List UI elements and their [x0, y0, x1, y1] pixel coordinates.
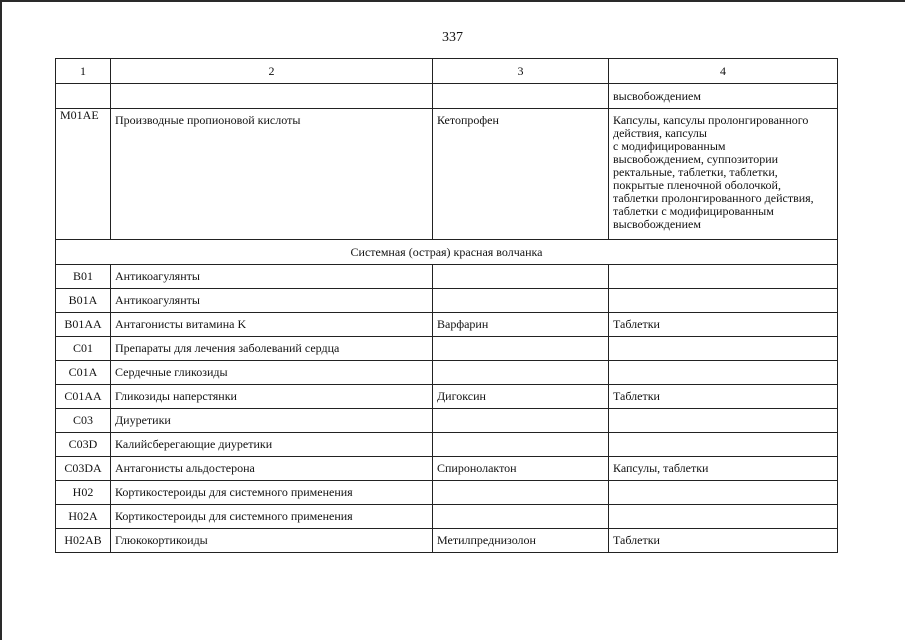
cell-form	[609, 265, 838, 289]
cell-drug	[433, 337, 609, 361]
cell-group: Препараты для лечения заболеваний сердца	[111, 337, 433, 361]
cell-drug: Кетопрофен	[433, 109, 609, 240]
table-row	[56, 481, 838, 505]
header-cell-2: 2	[111, 59, 433, 84]
form-line: таблетки пролонгированного действия,	[613, 191, 814, 205]
cell-form	[609, 337, 838, 361]
page-number: 337	[442, 30, 463, 45]
table-row-m01ae	[56, 109, 838, 240]
cell-drug	[433, 265, 609, 289]
table-row	[56, 361, 838, 385]
cell-drug: Метилпреднизолон	[433, 529, 609, 553]
table-row	[56, 385, 838, 409]
cell-form	[609, 109, 838, 240]
cell-drug	[433, 481, 609, 505]
cell-form: Таблетки	[609, 529, 838, 553]
cell-group: Антикоагулянты	[111, 289, 433, 313]
section-title: Системная (острая) красная волчанка	[56, 240, 838, 265]
cell-group: Кортикостероиды для системного применения	[111, 481, 433, 505]
cell-drug	[433, 505, 609, 529]
header-cell-3: 3	[433, 59, 609, 84]
cell-code	[56, 84, 111, 109]
table-row	[56, 457, 838, 481]
cell-code: M01AE	[56, 109, 111, 240]
header-cell-4: 4	[609, 59, 838, 84]
cell-drug	[433, 433, 609, 457]
cell-form	[609, 361, 838, 385]
cell-drug: Дигоксин	[433, 385, 609, 409]
table-row	[56, 337, 838, 361]
form-line: покрытые пленочной оболочкой,	[613, 178, 781, 192]
continuation-row	[56, 84, 838, 109]
cell-code: B01A	[56, 289, 111, 313]
scan-edge-top	[0, 0, 905, 2]
cell-drug: Варфарин	[433, 313, 609, 337]
cell-group: Антагонисты витамина K	[111, 313, 433, 337]
table-row	[56, 289, 838, 313]
cell-code: H02	[56, 481, 111, 505]
cell-code: H02AB	[56, 529, 111, 553]
form-line: действия, капсулы	[613, 126, 707, 140]
scan-edge-left	[0, 0, 2, 640]
cell-form: Капсулы, таблетки	[609, 457, 838, 481]
form-line: таблетки с модифицированным	[613, 204, 774, 218]
form-line: Капсулы, капсулы пролонгированного	[613, 113, 809, 127]
form-line: высвобождением	[613, 217, 701, 231]
cell-group: Антагонисты альдостерона	[111, 457, 433, 481]
cell-code: H02A	[56, 505, 111, 529]
cell-code: B01	[56, 265, 111, 289]
form-line: с модифицированным	[613, 139, 726, 153]
cell-group: Производные пропионовой кислоты	[111, 109, 433, 240]
cell-form	[609, 289, 838, 313]
cell-form: Таблетки	[609, 313, 838, 337]
section-row	[56, 240, 838, 265]
cell-drug	[433, 361, 609, 385]
cell-code: C03	[56, 409, 111, 433]
cell-group: Калийсберегающие диуретики	[111, 433, 433, 457]
cell-drug	[433, 409, 609, 433]
table-row	[56, 529, 838, 553]
cell-group: Глюкокортикоиды	[111, 529, 433, 553]
drug-table	[55, 58, 838, 553]
form-line: высвобождением, суппозитории	[613, 152, 779, 166]
header-row	[56, 59, 838, 84]
cell-group: Кортикостероиды для системного применения	[111, 505, 433, 529]
cell-drug	[433, 289, 609, 313]
cell-group: Антикоагулянты	[111, 265, 433, 289]
cell-form: высвобождением	[609, 84, 838, 109]
cell-group: Диуретики	[111, 409, 433, 433]
table-row	[56, 433, 838, 457]
cell-form	[609, 409, 838, 433]
table-row	[56, 265, 838, 289]
cell-code: C01A	[56, 361, 111, 385]
cell-drug	[433, 84, 609, 109]
table-row	[56, 505, 838, 529]
cell-group: Гликозиды наперстянки	[111, 385, 433, 409]
cell-form	[609, 481, 838, 505]
form-line: ректальные, таблетки, таблетки,	[613, 165, 778, 179]
cell-code: C03D	[56, 433, 111, 457]
cell-code: C03DA	[56, 457, 111, 481]
cell-form	[609, 433, 838, 457]
cell-drug: Спиронолактон	[433, 457, 609, 481]
table-row	[56, 313, 838, 337]
cell-code: C01AA	[56, 385, 111, 409]
cell-code: C01	[56, 337, 111, 361]
cell-code: B01AA	[56, 313, 111, 337]
table-row	[56, 409, 838, 433]
cell-group: Сердечные гликозиды	[111, 361, 433, 385]
cell-form	[609, 505, 838, 529]
header-cell-1: 1	[56, 59, 111, 84]
cell-form: Таблетки	[609, 385, 838, 409]
cell-group	[111, 84, 433, 109]
